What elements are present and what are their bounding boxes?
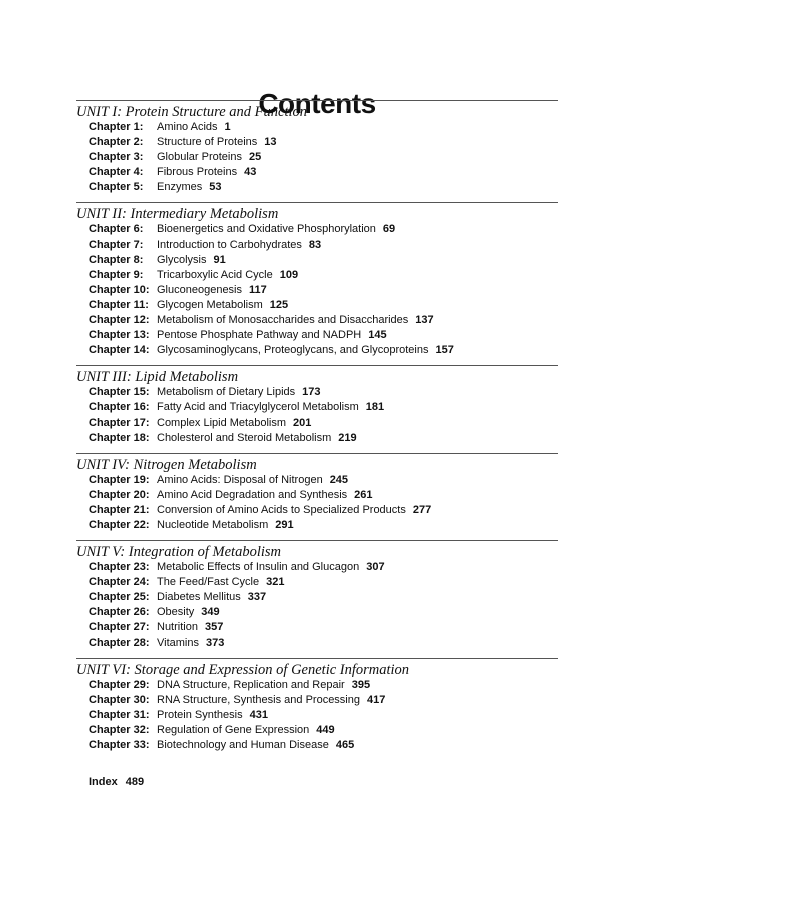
chapter-list	[76, 560, 558, 651]
chapter-page: 417	[366, 693, 386, 706]
chapter-page: 137	[415, 314, 434, 327]
chapter-title: Fibrous Proteins	[157, 166, 238, 179]
chapter-number: Chapter 10:	[89, 283, 150, 296]
chapter-title: Diabetes Mellitus	[157, 591, 241, 604]
chapter-title: Metabolic Effects of Insulin and Glucagon	[157, 561, 360, 574]
index-entry[interactable]	[89, 776, 144, 788]
chapter-number: Chapter 4:	[89, 166, 144, 179]
chapter-entry[interactable]	[89, 560, 558, 575]
chapter-number: Chapter 5:	[89, 181, 144, 194]
chapter-entry[interactable]	[89, 620, 558, 635]
chapter-page: 291	[275, 518, 294, 531]
chapter-entry[interactable]	[89, 575, 558, 590]
chapter-number: Chapter 18:	[89, 431, 150, 444]
chapter-entry[interactable]	[89, 738, 558, 753]
chapter-number: Chapter 12:	[89, 314, 150, 327]
unit-title: UNIT VI: Storage and Expression of Genetic Information	[76, 661, 410, 678]
chapter-number: Chapter 9:	[89, 268, 144, 281]
chapter-list	[76, 473, 558, 533]
chapter-entry[interactable]	[89, 328, 558, 343]
chapter-title: Globular Proteins	[157, 151, 242, 164]
page-title: Contents	[258, 87, 376, 119]
chapter-number: Chapter 23:	[89, 561, 150, 574]
chapter-number: Chapter 13:	[89, 329, 150, 342]
chapter-number: Chapter 1:	[89, 121, 144, 133]
chapter-list	[76, 222, 558, 358]
chapter-page: 69	[382, 223, 396, 236]
chapter-number: Chapter 29:	[89, 678, 150, 691]
chapter-title: RNA Structure, Synthesis and Processing	[157, 693, 360, 706]
chapter-title: Complex Lipid Metabolism	[157, 416, 286, 429]
chapter-entry[interactable]	[89, 135, 558, 150]
chapter-entry[interactable]	[89, 518, 558, 533]
chapter-number: Chapter 31:	[89, 708, 150, 721]
chapter-entry[interactable]	[89, 385, 558, 400]
chapter-page: 337	[247, 591, 267, 604]
chapter-page: 53	[209, 181, 222, 194]
chapter-entry[interactable]	[89, 488, 558, 503]
chapter-entry[interactable]	[89, 636, 558, 651]
chapter-entry[interactable]	[89, 343, 558, 358]
chapter-entry[interactable]	[89, 590, 558, 605]
chapter-page: 349	[201, 606, 220, 619]
chapter-title: Glycogen Metabolism	[157, 298, 263, 311]
chapter-entry[interactable]	[89, 400, 558, 415]
chapter-number: Chapter 6:	[89, 223, 144, 236]
unit-section	[76, 202, 558, 358]
chapter-number: Chapter 28:	[89, 636, 150, 649]
chapter-title: Introduction to Carbohydrates	[157, 238, 302, 251]
chapter-entry[interactable]	[89, 222, 558, 237]
chapter-entry[interactable]	[89, 313, 558, 328]
chapter-title: Glycolysis	[157, 253, 207, 266]
chapter-number: Chapter 17:	[89, 416, 150, 429]
chapter-entry[interactable]	[89, 678, 558, 693]
chapter-title: Gluconeogenesis	[157, 283, 243, 296]
chapter-number: Chapter 24:	[89, 576, 150, 589]
chapter-title: Obesity	[157, 606, 195, 619]
chapter-page: 13	[264, 136, 277, 149]
chapter-list	[76, 385, 558, 445]
chapter-entry[interactable]	[89, 180, 558, 195]
chapter-number: Chapter 20:	[89, 488, 150, 501]
chapter-title: Conversion of Amino Acids to Specialized Products	[157, 503, 406, 516]
chapter-number: Chapter 19:	[89, 473, 150, 486]
chapter-number: Chapter 27:	[89, 621, 150, 634]
chapter-entry[interactable]	[89, 238, 558, 253]
chapter-page: 277	[412, 503, 432, 516]
chapter-number: Chapter 7:	[89, 238, 144, 251]
chapter-title: Biotechnology and Human Disease	[157, 739, 329, 751]
chapter-number: Chapter 30:	[89, 693, 150, 706]
chapter-title: Pentose Phosphate Pathway and NADPH	[157, 329, 362, 342]
chapter-number: Chapter 11:	[89, 298, 149, 311]
chapter-page: 219	[338, 431, 357, 444]
unit-section	[76, 453, 558, 533]
chapter-title: Cholesterol and Steroid Metabolism	[157, 431, 332, 444]
chapter-title: Vitamins	[157, 636, 199, 649]
chapter-entry[interactable]	[89, 473, 558, 488]
chapter-page: 261	[354, 488, 373, 501]
chapter-title: Regulation of Gene Expression	[157, 723, 310, 736]
chapter-number: Chapter 3:	[89, 151, 144, 164]
chapter-page: 91	[213, 253, 226, 266]
chapter-page: 357	[204, 621, 224, 634]
unit-title: UNIT III: Lipid Metabolism	[76, 369, 239, 386]
chapter-title: Fatty Acid and Triacylglycerol Metabolism	[157, 401, 359, 414]
index-label: Index	[89, 776, 118, 788]
chapter-entry[interactable]	[89, 605, 558, 620]
chapter-title: Enzymes	[157, 181, 203, 194]
chapter-entry[interactable]	[89, 150, 558, 165]
unit-section	[76, 100, 558, 195]
chapter-list	[76, 120, 558, 195]
chapter-title: Nucleotide Metabolism	[157, 518, 269, 531]
chapter-title: Metabolism of Dietary Lipids	[157, 386, 296, 399]
chapter-page: 109	[279, 268, 299, 281]
chapter-page: 431	[249, 708, 268, 721]
chapter-entry[interactable]	[89, 693, 558, 708]
chapter-page: 43	[244, 166, 257, 179]
chapter-number: Chapter 16:	[89, 401, 150, 414]
chapter-entry[interactable]	[89, 503, 558, 518]
table-of-contents	[76, 100, 558, 760]
chapter-number: Chapter 21:	[89, 503, 150, 516]
chapter-entry[interactable]	[89, 416, 558, 431]
chapter-title: Tricarboxylic Acid Cycle	[157, 268, 273, 281]
chapter-number: Chapter 32:	[89, 723, 150, 736]
chapter-number: Chapter 22:	[89, 518, 150, 531]
chapter-title: Bioenergetics and Oxidative Phosphorylation	[157, 223, 376, 236]
chapter-title: Structure of Proteins	[157, 136, 258, 149]
unit-title: UNIT IV: Nitrogen Metabolism	[76, 456, 257, 473]
index-page: 489	[125, 776, 145, 788]
chapter-page: 173	[302, 386, 321, 399]
chapter-entry[interactable]	[89, 708, 558, 723]
chapter-title: Protein Synthesis	[157, 708, 243, 721]
chapter-number: Chapter 8:	[89, 253, 144, 266]
chapter-page: 83	[308, 238, 322, 251]
chapter-entry[interactable]	[89, 723, 558, 738]
chapter-page: 449	[316, 723, 335, 736]
chapter-page: 125	[269, 298, 289, 311]
chapter-page: 465	[335, 739, 355, 751]
chapter-page: 245	[329, 473, 349, 486]
chapter-entry[interactable]	[89, 120, 558, 135]
chapter-page: 25	[249, 151, 262, 164]
chapter-title: Amino Acids: Disposal of Nitrogen	[157, 473, 323, 486]
chapter-number: Chapter 33:	[89, 739, 150, 751]
chapter-entry[interactable]	[89, 431, 558, 446]
chapter-page: 307	[366, 561, 385, 574]
chapter-title: Metabolism of Monosaccharides and Disaccharides	[157, 314, 409, 327]
chapter-number: Chapter 15:	[89, 386, 150, 399]
chapter-page: 1	[224, 121, 231, 133]
chapter-title: DNA Structure, Replication and Repair	[157, 678, 345, 691]
unit-title: UNIT II: Intermediary Metabolism	[76, 206, 279, 223]
chapter-number: Chapter 26:	[89, 606, 150, 619]
chapter-page: 395	[351, 678, 371, 691]
unit-section	[76, 540, 558, 651]
chapter-list	[76, 678, 558, 753]
chapter-page: 201	[293, 416, 312, 429]
chapter-number: Chapter 2:	[89, 136, 144, 149]
chapter-title: Amino Acids	[157, 121, 218, 133]
unit-section	[76, 365, 558, 445]
chapter-number: Chapter 14:	[89, 344, 150, 357]
chapter-entry[interactable]	[89, 268, 558, 283]
chapter-title: Nutrition	[157, 621, 198, 634]
unit-title: UNIT I: Protein Structure and Function	[76, 104, 308, 120]
chapter-entry[interactable]	[89, 165, 558, 180]
chapter-title: Glycosaminoglycans, Proteoglycans, and Glycoproteins	[157, 344, 429, 357]
chapter-number: Chapter 25:	[89, 591, 150, 604]
chapter-page: 321	[266, 576, 285, 589]
chapter-page: 373	[205, 636, 225, 649]
chapter-title: Amino Acid Degradation and Synthesis	[157, 488, 348, 501]
chapter-entry[interactable]	[89, 283, 558, 298]
chapter-entry[interactable]	[89, 253, 558, 268]
unit-title: UNIT V: Integration of Metabolism	[76, 544, 282, 561]
chapter-page: 145	[368, 329, 387, 342]
chapter-page: 181	[365, 401, 385, 414]
chapter-title: The Feed/Fast Cycle	[157, 576, 260, 589]
chapter-entry[interactable]	[89, 298, 558, 313]
unit-section	[76, 658, 558, 753]
chapter-page: 117	[249, 283, 267, 296]
chapter-page: 157	[435, 344, 454, 357]
